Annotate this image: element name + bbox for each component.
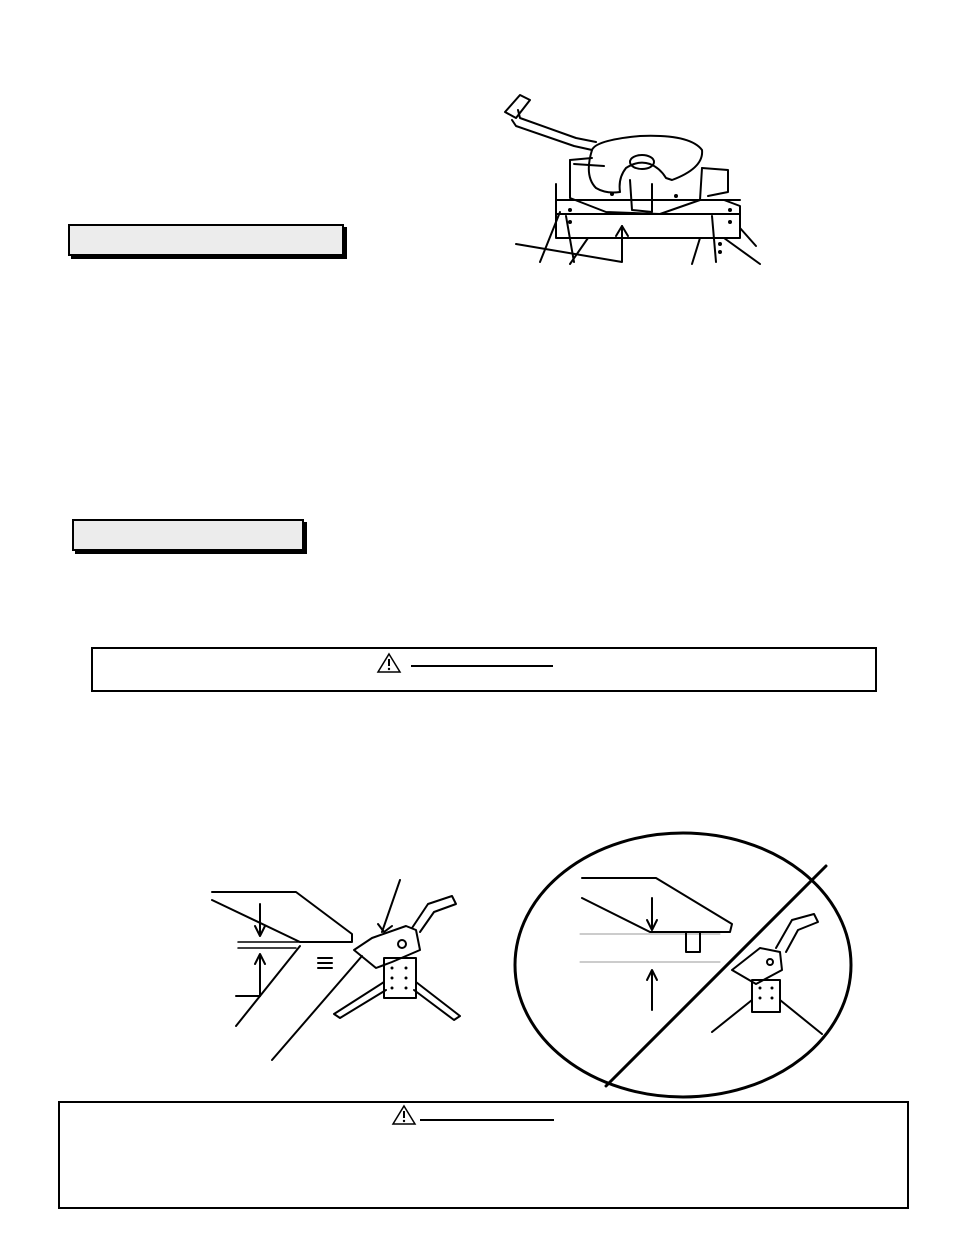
prohibition-circle	[515, 833, 851, 1097]
warning-triangle-icon	[392, 1105, 416, 1125]
warning-title-rule-2	[420, 1119, 554, 1121]
warning-box-2	[58, 1101, 909, 1209]
prohibition-slash	[606, 866, 826, 1086]
